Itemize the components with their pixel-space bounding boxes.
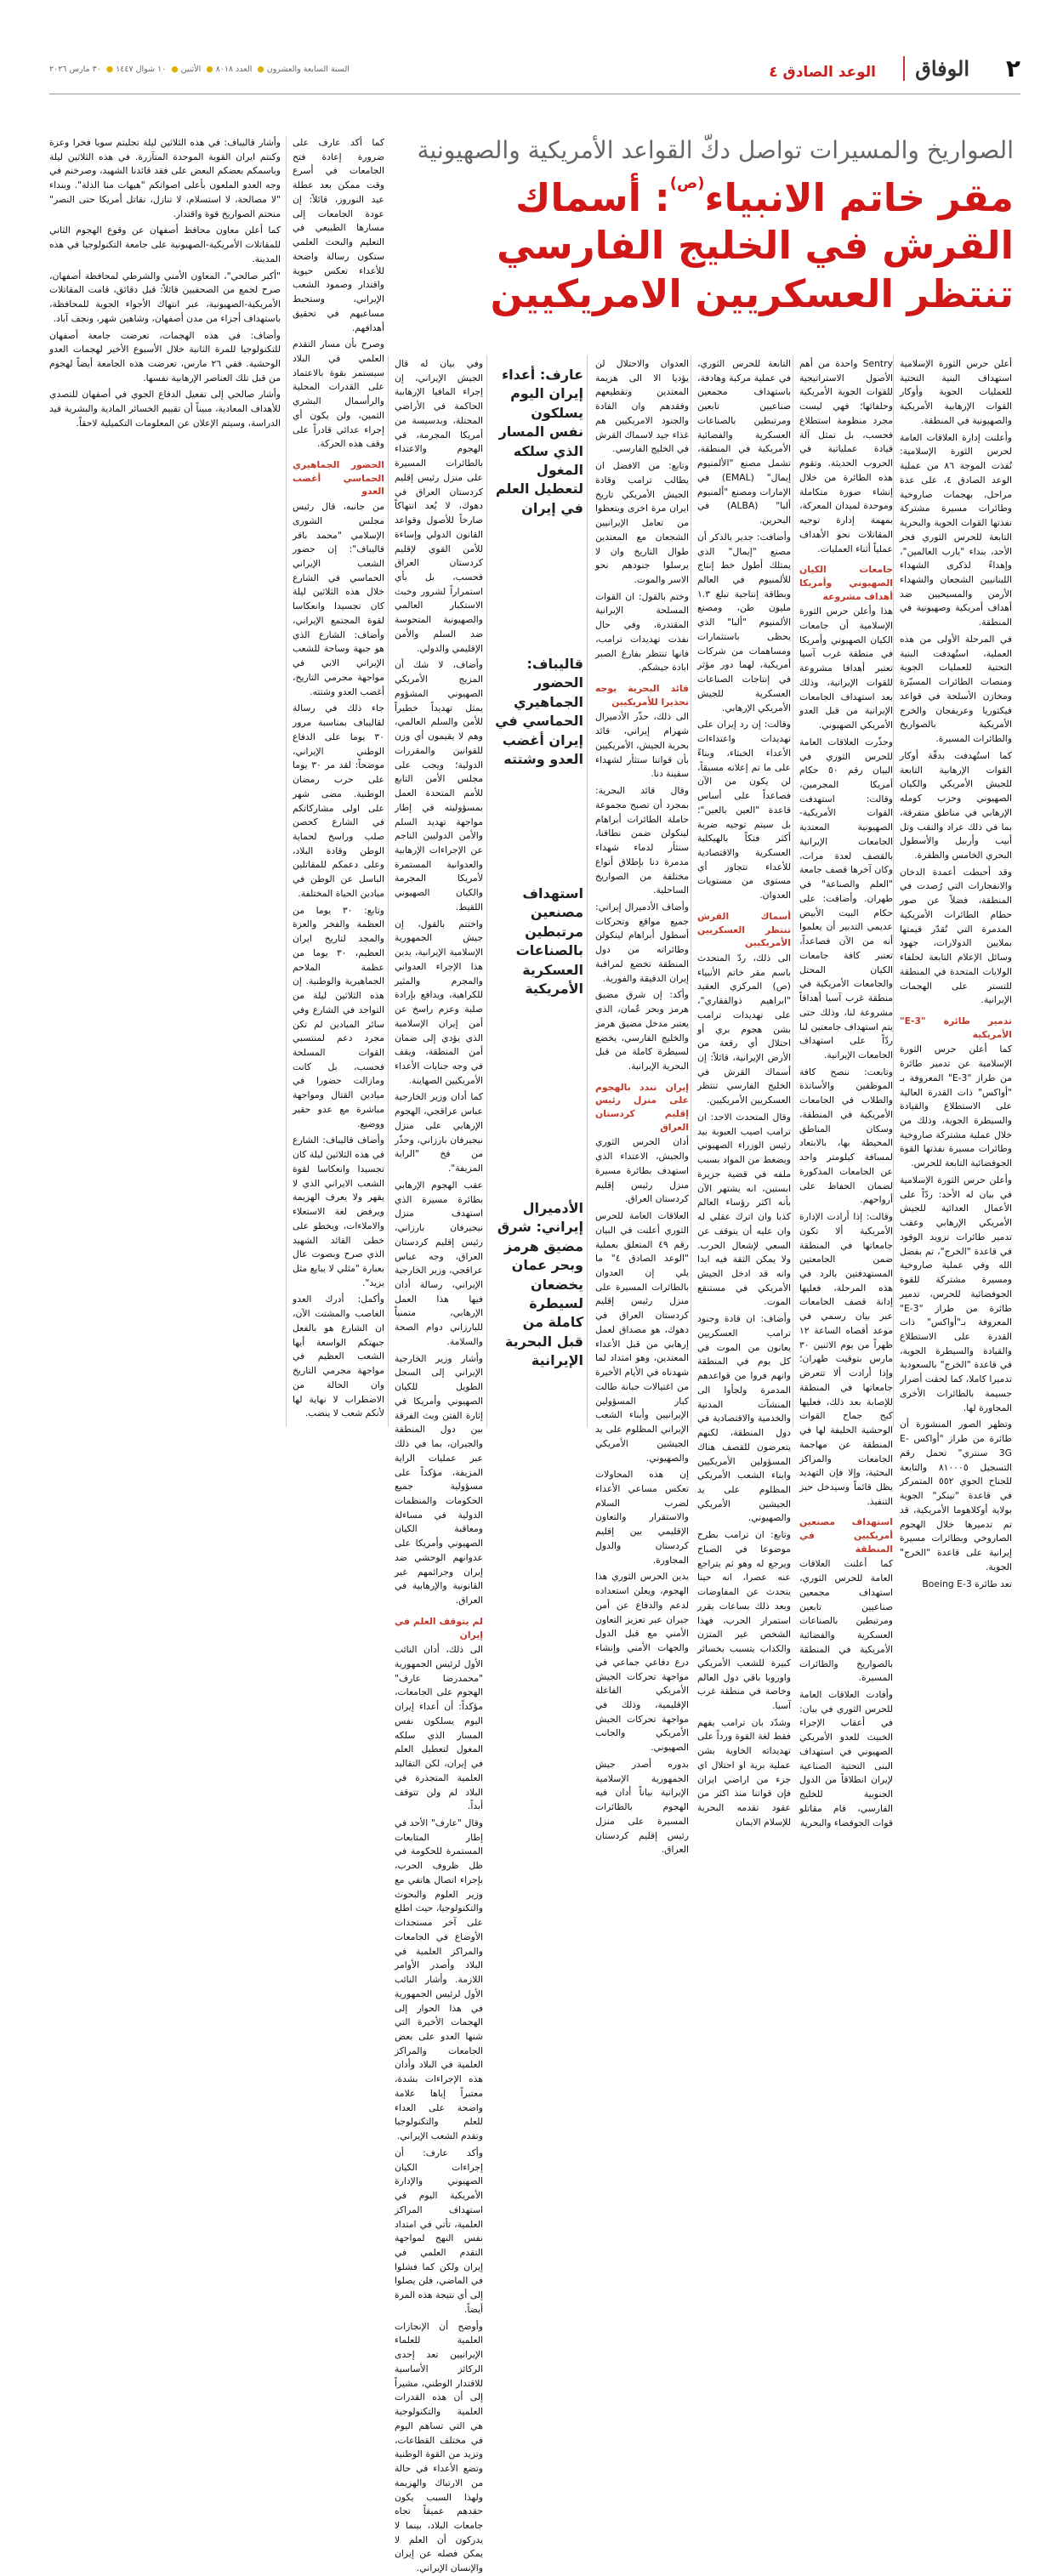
- paragraph: التابعة للحرس الثوري، في عملية مركبة وهادفة، باستهداف مجمعين صناعيين تابعين ومرتبطين بالصناعات العسكرية والفضائية الأمريكية في المنطقة، تشمل مصنع "الألمنيوم إيمال" (EMAL) في الإمارات ومصنع "ألمنيوم ألبا" (ALBA) في البحرين.: [697, 358, 791, 526]
- paragraph: وأضافت: جدير بالذكر أن مصنع "إيمال" الذي يمتلك أطول خط إنتاج للألمنيوم في العالم وبطاقة إنتاجية تبلغ ١.٣ مليون طن، ومصنع الألمنيوم "ألبا" الذي يحظى باستثمارات ومساهمات من شركات أمريكية، لهما دور مؤثر في إنتاجات الصناعات العسكرية للجيش الأمريكي الإرهابي.: [697, 531, 791, 714]
- pullquote-qalibaf: قاليباف: الحضور الجماهيري الحماسي في إيران أغضب العدو وشتته: [495, 656, 583, 767]
- paragraph: وأضاف: ان قادة وجنود ترامب العسكريين يعانون من الموت في كل يوم في المنطقة وانهم فروا من قواعدهم المدمرة ولجأوا الى المنشآت المدنية والخدمية والاقتصادية في دول المنطقة، لكنهم يتعرضون للقصف هناك المسؤولين الأمريكيين وابناء الشعب الأمريكي المظلوم على يد الجيشين الأمريكي والصهيوني.: [697, 1313, 791, 1524]
- paragraph: وأشار قاليباف: في هذه الثلاثين ليلة تجليتم سويا فخرا وعزة وكنتم ايران القوية الموحدة المتآزرة. في هذه الثلاثين ليلة وباسمكم بعضكم البعض على فقد قائدنا الشهيد، وصرخنم في وجه العدو الملعون بأعلى اصواتكم "هيهات منا الذلة". وبنداء "لا مصالحة، لا استسلام، لا تنازل، نقاتل أمريكا حتى النصر" منحتم الصواريخ قوة واقتدار.: [49, 137, 281, 219]
- paragraph: بدوره أصدر جيش الجمهورية الإسلامية الإيرانية بياناً أدان فيه الهجوم بالطائرات المسيرة على منزل رئيس إقليم كردستان العراق.: [595, 1758, 689, 1856]
- issue-hijri-date: ١٠ شوال ١٤٤٧: [116, 65, 167, 74]
- paragraph: كما أكد عارف على ضرورة إعادة فتح الجامعات في أسرع وقت ممكن بعد عطلة عيد النوروز، قائلاً: إن عودة الجامعات إلى مسارها الطبيعي في التعليم والبحث العلمي ستكون رسالة واضحة للأعداء تعكس حيوية واقتدار وصمود الشعب الإيراني، وستحبط مساعيهم في تحقيق أهدافهم.: [293, 137, 384, 333]
- pullquote-aref: عارف: أعداء إيران اليوم يسلكون نفس المسار الذي سلكه المغول لتعطيل العلم في إيران: [495, 367, 583, 516]
- paragraph: تعد طائرة Boeing E-3: [922, 1578, 1012, 1589]
- paragraph: وأضاف قاليباف: الشارع في هذه الثلاثين ليلة كان تجسيدا وانعكاسا لقوة الشعب الايراني الذي لا يقهر ولا يعرف الهزيمة ويرفض لغة الاستعلاء والاملاءات، ويخطو على خطى القائد الشهيد الذي صرح وبصوت عال بعبارة "مثلي لا يبايع مثل يزيد".: [293, 1134, 384, 1288]
- pullquote-admiral: الأدميرال إيراني: شرق مضيق هرمز وبحر عمان يخضعان لسيطرة كاملة من قبل البحرية الإيرانية: [497, 1200, 583, 1369]
- paragraph: وأوضح أن الإنجازات العلمية للعلماء الإيرانيين تعد إحدى الركائز الأساسية للاقتدار الوطني، مشيراً إلى أن هذه القدرات العلمية والتكنولوجية هي التي تساهم اليوم في مختلف القطاعات، وتزيد من القوة الوطنية وتضع الأعداء في حالة من الارتباك والهزيمة ولهذا السبب يكون حقدهم عميقاً تجاه جامعات البلاد، بينما لا يدركون أن العلم لا يمكن فصله عن إيران والإنسان الإيراني.: [395, 2320, 483, 2574]
- paragraph: هذا وأعلن حرس الثورة الإسلامية أن جامعات الكيان الصهيوني وأمريكا في منطقة غرب آسيا تعتبر أهدافا مشروعة للقوات الإيرانية، وذلك بعد استهداف الجامعات الإيرانية من قبل العدو الأمريكي الصهيوني.: [799, 606, 893, 731]
- paragraph: وأعلن حرس الثورة الإسلامية في بيان له الأحد: ردّاً على الأعمال العدائية للجيش الأمريكي الإرهابي وعقب تدمير طائرات تزويد الوقود في قاعدة "الخرج"، تم بفضل الله وفي عملية صاروخية ومسيرة مشتركة للقوة الجوفضائية للحرس، تدمير طائرة من طراز "E-3" المعروفة بـ"أواكس" ذات القدرة على الاستطلاع والقيادة والسيطرة الجوية، في قاعدة "الخرج" بالسعودية تدميرا كاملا، كما لحقت أضرار جسيمة بالطائرات الأخرى المجاورة لها.: [900, 1174, 1012, 1413]
- headline-line-3: تنتظر العسكريين الامريكيين: [490, 270, 1014, 316]
- paragraph: وأشار صالحي إلى تفعيل الدفاع الجوي في أصفهان للتصدي للأهداف المعادية، مبيناً أن تقييم الخسائر المادية والبشرية قيد الدراسة، وسيتم الإعلان عن المعلومات التكميلية لاحقاً.: [49, 389, 281, 429]
- paragraph: أعلن حرس الثورة الإسلامية استهداف البنية التحتية للعمليات الجوية وأوكار القوات الإرهابية الأمريكية والصهيونية في المنطقة.: [900, 358, 1012, 426]
- paragraph: إن هذه المحاولات تعكس مساعي الأعداء لضرب السلام والاستقرار والتعاون الإقليمي بين إقليم كردستان والدول المجاورة.: [595, 1469, 689, 1566]
- pullquote-factories: استهداف مصنعين مرتبطين بالصناعات العسكرية الأمريكية: [515, 885, 583, 997]
- paragraph: وقال المتحدث الاحد: ان ترامب اصيب العبوبة بيد رئيس الوزراء الصهيوني ويضغط من المواد بسبب ملفه في قضية جزيرة ابستين، انه يشتهر الآن بأنه اكثر رؤساء العالم كذبا وان اترك عقلي له وان عليه أن يتوقف عن السعي لإشعال الحرب. ولا يمكن الثقة فيه ابدا وانه قد ادخل الجيش الأمريكي في مستنقع الموت.: [697, 1111, 791, 1308]
- subheading: قائد البحرية يوجه تحذيرا للأمريكيين: [595, 683, 689, 708]
- paragraph: وأكد عارف: أن إجراءات الكيان الصهيوني والإدارة الأمريكية اليوم في استهداف المراكز العلمية، تأتي في امتداد نفس النهج لمواجهة التقدم العلمي في إيران ولكن كما فشلوا في الماضي، فلن يصلوا إلى أي نتيجة هذه المرة أيضاً.: [395, 2147, 483, 2315]
- paragraph: وقال قائد البحرية: بمجرد أن تصبح مجموعة حاملة الطائرات أبراهام لينكولن ضمن نطاقنا، سنثأر لدماء شهداء مدمرة دنا بإطلاق أنواع مختلفة من الصواريخ الساحلية.: [595, 785, 689, 896]
- paragraph: الى ذلك، أدان النائب الأول لرئيس الجمهورية "محمدرضا عارف" الهجوم على الجامعات، مؤكداً: أن أعداء إيران اليوم يسلكون نفس المسار الذي سلكه المغول لتعطيل العلم في إيران، لكن التقاليد العلمية المتجذرة في البلاد لم ولن تتوقف أبداً.: [395, 1644, 483, 1812]
- masthead: [49, 49, 1020, 94]
- paragraph: وقال "عارف" الأحد في إطار المتابعات المستمرة للحكومة في ظل ظروف الحرب، بإجراء اتصال هاتفي مع وزير العلوم والبحوث والتكنولوجيا، حيث اطلع على آخر مستجدات الأوضاع في الجامعات والمراكز العلمية في البلاد وأصدر الأوامر اللازمة. وأشار النائب الأول لرئيس الجمهورية في هذا الحوار إلى الهجمات الأخيرة التي شنها العدو على بعض الجامعات والمراكز العلمية في البلاد وأدان هذه الإجراءات بشدة، معتبراً إياها علامة واضحة على العداء للعلم والتكنولوجيا وتقدم الشعب الإيراني.: [395, 1817, 483, 2142]
- subheading: جامعات الكيان الصهيوني وأمريكا أهداف مشروعة: [799, 564, 893, 602]
- paragraph: وشدّد بان ترامب يفهم فقط لغة القوة ورداً على تهديداته الخاوية بشن عملية برية او احتلال اي جزء من اراضي ايران فإن قواتنا منذ اكثر من عقود تقدمه البحرية للإسلام الايمان: [697, 1716, 791, 1828]
- paragraph: الى ذلك، ردّ المتحدث باسم مقر خاتم الأنبياء (ص) المركزي العقيد "ابراهيم ذوالفقاري"، على تهديدات ترامب بشن هجوم بري أو احتلال أي رقعة من الأرض الإيرانية، قائلاً: إن أسماك القرش في الخليج الفارسي تنتظر العسكريين الأمريكيين.: [697, 952, 791, 1106]
- headline-line-1: [480, 174, 1014, 222]
- column-1: [900, 357, 1013, 1589]
- paragraph: وأفادت العلاقات العامة للحرس الثوري في بيان: في أعقاب الإجراء الخبيث للعدو الأمريكي الصهيوني في استهداف البنى التحتية الصناعية لإيران انطلاقاً من الدول الجنوبية للخليج الفارسي، قام مقاتلو قوات الجوفضاء والبحرية: [799, 1689, 893, 1828]
- paragraph: وتظهر الصور المنشورة أن طائرة من طراز "أواكس E-3G سنتري" تحمل رقم التسجيل ٨١٠٠٠٥ والتابعة للجناح الجوي ٥٥٢ المتمركز في قاعدة "تينكر" الجوية بولاية أوكلاهوما الأمريكية، قد تم تدميرها خلال الهجوم الصاروخي وبطائرات مسيرة إيرانية على قاعدة "الخرج" الجوية.: [900, 1419, 1012, 1572]
- paragraph: وأشار وزير الخارجية الإيراني إلى السجل الطويل للكيان الصهيوني وأمريكا في إثارة الفتن وبث الفرقة بين دول المنطقة والجيران، بما في ذلك عبر عمليات الراية المزيفة، مؤكداً على مسؤولية جميع الحكومات والمنظمات الدولية في مساءلة ومعاقبة الكيان الصهيوني وأمريكا على عدوانهم الوحشي ضد إيران وجرائمهم غير القانونية والإرهابية في العراق.: [395, 1352, 483, 1606]
- headline-line-1-text: مقر خاتم الانبياء: [704, 175, 1014, 220]
- issue-line: السنة السابعة والعشرون● العدد ٨٠١٨● الأثنين● ١٠ شوال ١٤٤٧● ٣٠ مارس ٢٠٢٦: [49, 65, 350, 74]
- column-2: [799, 357, 894, 1828]
- paragraph: وأضاف: في هذه الهجمات، تعرضت جامعة أصفهان للتكنولوجيا للمرة الثانية خلال الأسبوع الأخير لهجمات العدو الوحشية. ففي ٢٦ مارس، تعرضت هذه الجامعة أيضاً لهجوم من قبل تلك العناصر الإرهابية نفسها.: [49, 329, 281, 384]
- section-title: الوعد الصادق ٤: [769, 64, 876, 81]
- headline-sup: (ص): [669, 174, 705, 192]
- subheading: إيران تندد بالهجوم على منزل رئيس إقليم كردستان العراق: [595, 1081, 689, 1133]
- paragraph: كما أدان وزير الخارجية عباس عراقجي، الهجوم الإرهابي على منزل نيجيرفان بارزاني، وحذّر من فخ "الراية المزيفة".: [395, 1091, 483, 1174]
- subheading: الحضور الجماهيري الحماسي أغضب العدو: [293, 459, 384, 498]
- paragraph: وقالت: إن رد إيران على تهديدات واعتداءات الأعداء الخبثاء، وبناءً على ما تم إعلانه مسبقاً، لن يكون من الآن فصاعداً على أساس قاعدة "العين بالعين"؛ بل سيتم توجيه ضربة أكثر فتكاً بالهيكلية العسكرية والاقتصادية للأعداء تتجاوز أي مستوى من مستويات العدوان.: [697, 719, 791, 901]
- paragraph: وتابع: من الافضل ان يطالب ترامب وقادة الجيش الأمريكي تاريخ ايران مرة اخرى ويتعظوا من تعامل الإيرانيين الشجعان مع المعتدين طوال التاريخ وان لا يرسلوا جنودهم نحو الاسر والموت.: [595, 460, 689, 586]
- column-6: [293, 136, 384, 1430]
- paragraph: وقالت: إذا أرادت الإدارة الأمريكية ألا تكون جامعاتها في المنطقة ضمن الجامعتين المستهدفتين بالرد في هذه المرحلة، فعليها إدانة قصف الجامعات عبر بيان رسمي في موعد أقصاه الساعة ١٢ ظهراً من يوم الاثنين ٣٠ مارس بتوقيت طهران؛ وإذا أرادت ألا تتعرض جامعاتها في المنطقة للإصابة بعد ذلك، فعليها كبح جماح القوات الوحشية الحليفة لها في المنطقة عن مهاجمة الجامعات والمراكز البحثية، وإلا فإن التهديد يظل قائماً وسيدخل حيز التنفيذ.: [799, 1211, 893, 1507]
- headline-line-1-tail: : أسماك: [515, 175, 670, 220]
- subheading: تدمير طائرة "E-3" الأمريكية: [900, 1015, 1012, 1040]
- paragraph: وأضاف الأدميرال إيراني: جميع مواقع وتحركات أسطول أبراهام لينكولن وطائراته من دول المنطقة تخضع لمراقبة إيران الدقيقة والفورية.: [595, 901, 689, 984]
- paragraph: وأضاف، لا شك أن المزيج الأمريكي الصهيوني المشؤوم يمثل تهديداً خطيراً للأمن والسلم العالمي، وهم لا يقيمون أي وزن للقوانين والمقررات الدولية؛ ويجب على مجلس الأمن التابع للأمم المتحدة العمل بمسؤوليته في إطار مواجهة تهديد السلم والأمن الدوليين الناجم عن الإجراءات الإرهابية والعدوانية المستمرة لأمريكا المجرمة والكيان الصهيوني اللقيط.: [395, 659, 483, 913]
- paragraph: أدان الحرس الثوري والجيش، الاعتداء الذي استهدف بطائرة مسيرة منزل رئيس إقليم كردستان العراق.: [595, 1136, 689, 1205]
- paragraph: واختتم بالقول، إن جيش الجمهورية الإسلامية الإيرانية، يدين هذا الإجراء العدواني والمجرم والمثير للكراهية، ويدافع بإرادة صلبة وعزم راسخ عن أمن إيران الإسلامية الذي يؤدي إلى ضمان أمن المنطقة، ويقف في وجه جنايات الأعداء الأمريكيين الصهاينة.: [395, 918, 483, 1086]
- headline-line-2: القرش في الخليج الفارسي: [496, 223, 1014, 269]
- paragraph: من جانبه، قال رئيس مجلس الشورى الإسلامي "محمد باقر قاليباف": إن حضور الشعب الإيراني الحماسي في الشارع خلال هذه الثلاثين ليلة كان تجسيدا وانعكاسا لقوة المجتمع الإيراني، وأضاف: الشارع الذي هو جبهة وساحة للشعب الإيراني الابي في مواجهة مجرمي التاريخ، أغضب العدو وشتته.: [293, 501, 384, 697]
- article-headline: [480, 174, 1014, 318]
- column-3: [697, 357, 791, 1828]
- issue-gregorian-date: ٣٠ مارس ٢٠٢٦: [49, 65, 101, 74]
- article-kicker: الصواريخ والمسيرات تواصل دكّ القواعد الأمريكية والصهيونية: [417, 136, 1014, 164]
- issue-year: السنة السابعة والعشرون: [266, 65, 350, 74]
- paragraph: كما أعلن معاون محافظ أصفهان عن وقوع الهجوم الثاني للمقاتلات الأمريكية-الصهيونية على جامعة التكنولوجيا في هذه المدينة.: [49, 225, 281, 264]
- paragraph: وأعلنت إدارة العلاقات العامة لحرس الثورة الإسلامية: نُفذت الموجة ٨٦ من عملية الوعد الصادق ٤، على عدة مراحل، بهجمات صاروخية وطائرات مسيرة مشتركة نفذتها القوات الجوية والبحرية التابعة للحرس الثوري فجر الأحد، بنداء "يارب العالمين"، وإهداءً لذكرى الشهداء اللبنانيين الشجعان والشهداء الأرمن والمسيحيين ضد أهداف أمريكية وصهيونية في المنطقة.: [900, 431, 1013, 628]
- paragraph: وأكد: إن شرق مضيق هرمز وبحر عُمان، الذي يعتبر مدخل مضيق هرمز والخليج الفارسي، يخضع لسيطرة كاملة من قبل البحرية الإيرانية.: [595, 989, 689, 1072]
- paragraph: يدين الحرس الثوري هذا الهجوم، ويعلن استعداده لدعم والدفاع عن أمن جيران عبر تعزيز التعاون الأمني مع قبل الدول والجهات الأمني وإنشاء درع دفاعي جماعي في مواجهة تحركات الجيش الأمريكي الفاعلة الإقليمية، وذلك في مواجهة تحركات الجيش الأمريكي والجانب الصهيوني.: [595, 1571, 689, 1754]
- paragraph: وتابع: ان ترامب بطرح موضوعا في الصباح ويرجع له وهو ثم يتراجع عنه عصرا، انه حينا يتحدث عن المفاوضات وبعد ذلك بساعات يقرر استمرار الحرب، فهذا الشخص غير المتزن والكذاب يتسبب بخسائر كبيرة للشعب الأمريكي واوروبا باقي دول العالم وخاصة في منطقة غرب آسيا.: [697, 1529, 791, 1712]
- paragraph: كما أعلن حرس الثورة الإسلامية عن تدمير طائرة من طراز "E-3" المعروفة بـ "أواكس" ذات القدرة العالية على الاستطلاع والقيادة والسيطرة الجوية، وذلك من خلال عملية مشتركة صاروخية وطائرات مسيرة نفذتها القوة الجوفضائية التابعة للحرس.: [900, 1043, 1012, 1169]
- newspaper-logo: الوفاق: [903, 56, 969, 81]
- column-4: [595, 357, 689, 1856]
- paragraph: وتابعت: ننصح كافة الموظفين والأساتذة والطلاب في الجامعات الأمريكية في المنطقة، وسكان المناطق المحيطة بها، بالابتعاد لمسافة كيلومتر واحد عن الجامعات المذكورة لضمان الحفاظ على أرواحهم.: [799, 1066, 893, 1206]
- subheading: لم يتوقف العلم في إيران: [395, 1615, 483, 1641]
- paragraph: وفي بيان له قال الجيش الإيراني، إن إجراء المافيا الإرهابية الحاكمة في الأراضي المحتلة، وبدسيسة من أمريكا المجرمة، في الهجوم والاعتداء بالطائرات المسيرة على منزل رئيس إقليم كردستان العراق في دهوك، لا يُعد انتهاكاً صارخاً للأصول وقواعد القانون الدولي وإساءة للأمن القوي لإقليم كردستان العراق فحسب، بل بأي استمراراً لشرور وخبث الاستكبار العالمي والصهيونية المتحوسة ضد السلم والأمن الإقليمي والدولي.: [395, 358, 483, 654]
- paragraph: عقب الهجوم الإرهابي بطائرة مسيرة الذي استهدف منزل نيجيرفان بارزاني، رئيس إقليم كردستان العراق، وجه عباس عراقجي، وزير الخارجية الإيراني، رسالة أدان فيها هذا العمل الإرهابي، متمنياً للبارزاني دوام الصحة والسلامة.: [395, 1179, 483, 1347]
- paragraph: وقد أحبطت أعمدة الدخان والانفجارات التي رُصدت في المنطقة، فضلاً عن صور حطام الطائرات الأمريكية المدمرة التي تُقدّر قيمتها بملايين الدولارات، جهود وسائل الإعلام التابعة لحلفاء الولايات المتحدة في المنطقة للتستر على الهجمات الإيرانية.: [900, 866, 1012, 1006]
- paragraph: وصرح بأن مسار التقدم العلمي في البلاد سيستمر بقوة بالاعتماد على القدرات المحلية والرأسمال البشري الثمين، ولن يكون أي إجراء عدائي قادراً على وقف هذه الحركة.: [293, 338, 384, 450]
- paragraph: كما أعلنت العلاقات العامة للحرس الثوري، استهداف مجمعين صناعيين تابعين ومرتبطين بالصناعات العسكرية والفضائية الأمريكية في المنطقة بالصواريخ والطائرات المسيرة.: [799, 1558, 893, 1684]
- paragraph: الى ذلك، حذّر الأدميرال شهرام إيراني، قائد بحرية الجيش، الأمريكيين بأن قواتنا ستثأر لشهداء سفينة دنا.: [595, 711, 689, 780]
- paragraph: وتابع: ٣٠ يوما من العظمة والفخر والعزة والمجد لتاريخ ايران العظيم، ٣٠ يوما من عظمة الملاحم الجماهيرية والوطنية. إن هذه الثلاثين ليلة من التواجد في الشارع وفي سائر الميادين لم تكن مجرد دعم لمنتسبي القوات المسلحة فحسب، بل كانت ومازالت حضورا في ميادين القتال ومواجهة مباشرة مع عدو حقير ووضيع.: [293, 904, 384, 1129]
- paragraph: العلاقات العامة للحرس الثوري أعلنت في البيان رقم ٤٩ المتعلق بعملية "الوعد الصادق ٤" ما يلي إن العدوان بالطائرات المسيرة على منزل رئيس إقليم كردستان العراق في دهوك، هو مصداق لعمل إرهابي من قبل الأعداء المعتدين، وهو امتداد لما شهدناه في الأيام الأخيرة من اغتيالات جبانة طالت كبار المسؤولين الإيرانيين وأبناء الشعب الإيراني المظلوم على يد الجيشين الأمريكي والصهيوني.: [595, 1210, 689, 1464]
- paragraph: وأكمل: أدرك العدو الغاصب والمشتت الآن، ان الشارع هو بالفعل جبهتكم الواسعة أيها الشعب العظيم في مواجهة مجرمي التاريخ وان الحالة من الاضطراب لا نهاية لها لأنكم شعب لا ينضب.: [293, 1294, 384, 1419]
- issue-number: العدد ٨٠١٨: [215, 65, 253, 74]
- paragraph: "أكبر صالحي"، المعاون الأمني والشرطي لمحافظة أصفهان، صرح لجمع من الصحفيين قائلاً: قبل دقائق، قامت المقاتلات الأمريكية-الصهيونية، عبر انتهاك الأجواء الجوية للمحافظة، باستهداف أجزاء من مدن أصفهان، وشاهين شهر، ونجف آباد.: [49, 270, 281, 324]
- issue-day: الأثنين: [180, 65, 202, 74]
- subheading: استهداف مصنعين أمريكيين في المنطقة: [799, 1516, 893, 1555]
- paragraph: وحذّرت العلاقات العامة للحرس الثوري في البيان رقم ٥٠ حكام أمريكا المجرمين، وقالت: استهدفت القوات الأمريكية-الصهيونية المعتدية الجامعات الإيرانية بالقصف لعدة مرات، وكان آخرها قصف جامعة "العلم والصناعة" في طهران. وأضافت: على حكام البيت الأبيض عديمي التدبير أن يعلموا أنه من الآن فصاعداً، تعتبر كافة جامعات الكيان المحتل والجامعات الأمريكية في منطقة غرب آسيا أهدافاً مشروعة لنا، وذلك حتى يتم استهداف جامعتين لنا ردّاً على استهداف الجامعات الإيرانية.: [799, 736, 894, 1061]
- subheading: أسماك القرش تنتظر العسكريين الأمريكيين: [697, 910, 791, 949]
- paragraph: Sentry واحدة من أهم الأصول الاستراتيجية للقوات الجوية الأمريكية وحلفائها؛ فهي ليست مجرد منظومة استطلاع فحسب، بل تمثل آلة قيادة عملياتية في الحروب الحديثة. وتقوم هذه الطائرة من خلال إنشاء صورة متكاملة وموحدة لميدان المعركة، بمهمة إدارة توجيه المقاتلات نحو الأهداف عملياً أثناء العمليات.: [799, 358, 893, 554]
- page-number: ٢: [1005, 54, 1020, 82]
- paragraph: في المرحلة الأولى من هذه العملية، استُهدفت البنية التحتية للعمليات الجوية ومنصات الطائرات المسيّرة ومخازن الأسلحة في قواعد فيكتوريا وعريفجان والخرج الأمريكية بالصواريخ والطائرات المسيرة.: [900, 633, 1012, 745]
- paragraph: جاء ذلك في رسالة لقاليباف بمناسبة مرور ٣٠ يوما على الدفاع الوطني الإيراني، موضحاً: لقد مر ٣٠ يوما على حرب رمضان الوطنية. مضى شهر على اولى مشاركاتكم في الشارع كحصن صلب وراسخ لحماية الوطن وقادة البلاد، وعلى دعمكم للمقاتلين الباسل عن الوطن في ميادين الحياة المختلفة.: [293, 702, 384, 899]
- paragraph: العدوان والاحتلال لن يؤديا الا الى هزيمة المعتدين وتقطيعهم وفقدهم وان الفادة والجنود الامريكيين هم غذاء جيد لاسماك القرش في الخليج الفارسي.: [595, 358, 689, 455]
- column-5: [395, 357, 483, 2574]
- paragraph: وختم بالقول: ان القوات المسلحة الإيرانية المقتدرة، وفي حال نفذت تهديدات ترامب، فانها تنتظر بفارغ الصبر ابادة جيشكم.: [595, 590, 689, 674]
- column-7: [49, 136, 281, 1430]
- paragraph: كما استُهدفت بدقّة أوكار القوات الإرهابية التابعة للجيش الأمريكي والكيان الصهيوني وحزب كومله الإرهابي في مناطق متفرقة، بما في ذلك عراد والنقب وتل أبيب وأربيل والأسطول البحري الخامس والظفرة.: [900, 749, 1012, 861]
